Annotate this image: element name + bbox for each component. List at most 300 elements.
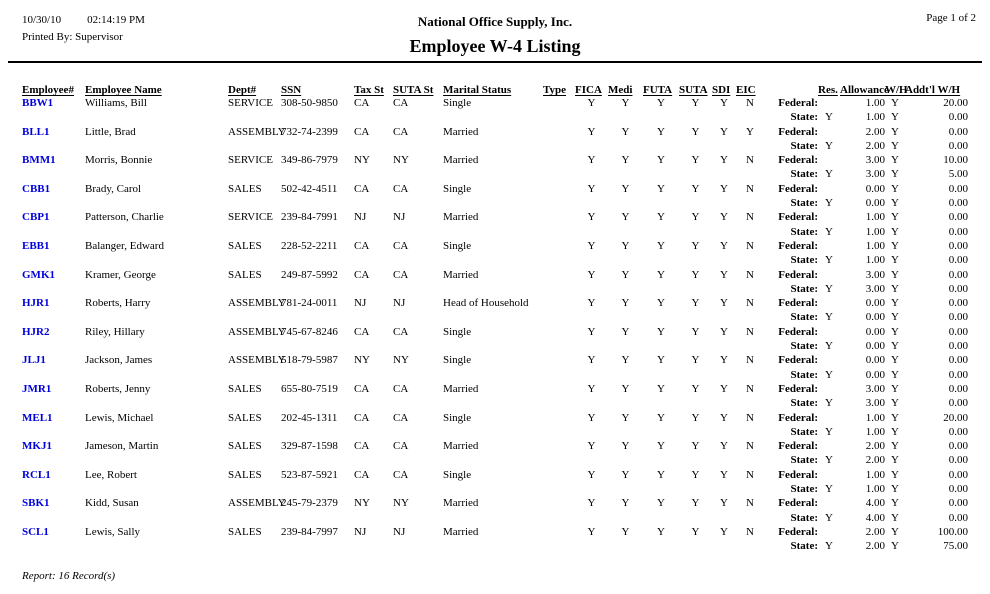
state-wh-flag: Y	[891, 397, 899, 410]
employee-state-row	[22, 368, 968, 382]
federal-addtl-wh: 0.00	[948, 468, 968, 481]
federal-label: Federal:	[778, 525, 818, 538]
print-time: 02:14:19 PM	[87, 14, 145, 26]
column-header: FICA	[575, 84, 602, 96]
employee-federal-row	[22, 268, 968, 282]
federal-wh-flag: Y	[891, 354, 899, 367]
dept-number: SALES	[228, 525, 262, 538]
state-allowance: 1.00	[865, 425, 885, 438]
sdi-flag: Y	[720, 497, 728, 510]
state-res: Y	[825, 397, 833, 410]
ssn: 518-79-5987	[281, 354, 338, 367]
federal-addtl-wh: 10.00	[943, 154, 968, 167]
federal-wh-flag: Y	[891, 382, 899, 395]
sdi-flag: Y	[720, 154, 728, 167]
state-wh-flag: Y	[891, 111, 899, 124]
state-row-spacer	[22, 253, 764, 267]
suta-flag: Y	[691, 382, 700, 395]
state-wh-flag: Y	[891, 368, 899, 381]
state-res: Y	[825, 454, 833, 467]
state-res: Y	[825, 483, 833, 496]
state-wh-flag: Y	[891, 311, 899, 324]
marital-status: Married	[443, 525, 479, 538]
state-addtl-wh: 0.00	[948, 254, 968, 267]
eic-flag: N	[746, 239, 754, 252]
employee-id-link[interactable]: GMK1	[22, 268, 55, 281]
fica-flag: Y	[587, 211, 596, 224]
state-row-spacer	[22, 139, 764, 153]
federal-wh-flag: Y	[891, 297, 899, 310]
futa-flag: Y	[657, 325, 665, 338]
type	[543, 125, 575, 139]
federal-res	[818, 382, 840, 396]
suta-state: CA	[393, 468, 409, 481]
suta-state: CA	[393, 182, 409, 195]
state-res: Y	[825, 540, 833, 553]
medi-flag: Y	[621, 525, 630, 538]
federal-wh-flag: Y	[891, 468, 899, 481]
state-allowance: 0.00	[865, 197, 885, 210]
futa-flag: Y	[657, 297, 665, 310]
state-addtl-wh: 0.00	[948, 368, 968, 381]
state-wh-flag: Y	[891, 483, 899, 496]
page-title: Employee W-4 Listing	[409, 36, 581, 56]
eic-flag: N	[746, 411, 754, 424]
employee-name: Jameson, Martin	[85, 440, 159, 453]
type	[543, 96, 575, 110]
state-wh-flag: Y	[891, 282, 899, 295]
medi-flag: Y	[621, 325, 630, 338]
state-addtl-wh: 0.00	[948, 282, 968, 295]
federal-label: Federal:	[778, 239, 818, 252]
futa-flag: Y	[657, 268, 665, 281]
column-header: Employee#	[22, 84, 74, 96]
marital-status: Single	[443, 239, 472, 252]
sdi-flag: Y	[720, 411, 728, 424]
employee-id-link[interactable]: BBW1	[22, 97, 54, 109]
type	[543, 268, 575, 282]
type	[543, 468, 575, 482]
tax-state: CA	[354, 268, 370, 281]
federal-allowance: 1.00	[865, 411, 885, 424]
federal-res	[818, 239, 840, 253]
futa-flag: Y	[657, 182, 665, 195]
marital-status: Married	[443, 211, 479, 224]
ssn: 502-42-4511	[281, 182, 338, 195]
ssn: 655-80-7519	[281, 382, 338, 395]
marital-status: Single	[443, 468, 472, 481]
suta-state: CA	[393, 97, 409, 109]
federal-addtl-wh: 0.00	[948, 325, 968, 338]
federal-wh-flag: Y	[891, 325, 899, 338]
federal-allowance: 2.00	[865, 525, 885, 538]
tax-state: CA	[354, 468, 370, 481]
federal-res	[818, 468, 840, 482]
federal-label: Federal:	[778, 182, 818, 195]
state-addtl-wh: 0.00	[948, 311, 968, 324]
state-label: State:	[790, 425, 818, 438]
employee-id-link[interactable]: CBP1	[22, 211, 50, 224]
employee-state-row	[22, 110, 968, 124]
fica-flag: Y	[587, 125, 596, 138]
federal-wh-flag: Y	[891, 211, 899, 224]
sdi-flag: Y	[720, 525, 728, 538]
medi-flag: Y	[621, 354, 630, 367]
medi-flag: Y	[621, 97, 630, 109]
federal-wh-flag: Y	[891, 154, 899, 167]
ssn: 239-84-7997	[281, 525, 338, 538]
employee-id-link[interactable]: MEL1	[22, 411, 53, 424]
type	[543, 525, 575, 539]
medi-flag: Y	[621, 125, 630, 138]
futa-flag: Y	[657, 211, 665, 224]
fica-flag: Y	[587, 440, 596, 453]
employee-federal-row	[22, 182, 968, 196]
suta-flag: Y	[691, 440, 700, 453]
suta-flag: Y	[691, 297, 700, 310]
employee-federal-row	[22, 411, 968, 425]
federal-wh-flag: Y	[891, 440, 899, 453]
eic-flag: N	[746, 440, 754, 453]
employee-id-link[interactable]: HJR2	[22, 325, 50, 338]
state-wh-flag: Y	[891, 340, 899, 353]
marital-status: Married	[443, 440, 479, 453]
column-header: Allowance	[840, 84, 889, 96]
state-addtl-wh: 0.00	[948, 425, 968, 438]
suta-flag: Y	[691, 268, 700, 281]
column-header: Medi	[608, 84, 633, 96]
dept-number: SALES	[228, 268, 262, 281]
employee-id-link[interactable]: CBB1	[22, 182, 51, 195]
federal-allowance: 3.00	[865, 154, 885, 167]
employee-id-link[interactable]: BMM1	[22, 154, 56, 167]
dept-number: ASSEMBLY	[228, 354, 286, 367]
sdi-flag: Y	[720, 440, 728, 453]
medi-flag: Y	[621, 182, 630, 195]
employee-state-row	[22, 167, 968, 181]
state-label: State:	[790, 282, 818, 295]
futa-flag: Y	[657, 440, 665, 453]
column-header: SUTA St	[393, 84, 434, 96]
state-res: Y	[825, 225, 833, 238]
suta-state: CA	[393, 125, 409, 138]
eic-flag: N	[746, 182, 754, 195]
federal-res	[818, 525, 840, 539]
state-row-spacer	[22, 339, 764, 353]
tax-state: CA	[354, 382, 370, 395]
employee-rows	[22, 96, 968, 554]
record-count-summary: Report: 16 Record(s)	[22, 570, 116, 582]
federal-addtl-wh: 0.00	[948, 182, 968, 195]
marital-status: Married	[443, 154, 479, 167]
employee-state-row	[22, 139, 968, 153]
sdi-flag: Y	[720, 268, 728, 281]
futa-flag: Y	[657, 97, 665, 109]
eic-flag: Y	[746, 125, 754, 138]
type	[543, 210, 575, 224]
suta-state: CA	[393, 325, 409, 338]
state-row-spacer	[22, 110, 764, 124]
federal-res	[818, 125, 840, 139]
state-addtl-wh: 0.00	[948, 454, 968, 467]
suta-flag: Y	[691, 325, 700, 338]
employee-id-link[interactable]: RCL1	[22, 468, 51, 481]
sdi-flag: Y	[720, 382, 728, 395]
futa-flag: Y	[657, 497, 665, 510]
futa-flag: Y	[657, 468, 665, 481]
report-header	[0, 14, 990, 57]
state-allowance: 1.00	[865, 483, 885, 496]
ssn: 228-52-2211	[281, 239, 338, 252]
federal-wh-flag: Y	[891, 125, 899, 138]
state-allowance: 0.00	[865, 368, 885, 381]
ssn: 329-87-1598	[281, 440, 338, 453]
fica-flag: Y	[587, 182, 596, 195]
employee-id-link[interactable]: SBK1	[22, 497, 50, 510]
state-label: State:	[790, 368, 818, 381]
state-label: State:	[790, 454, 818, 467]
suta-flag: Y	[691, 468, 700, 481]
state-wh-flag: Y	[891, 225, 899, 238]
medi-flag: Y	[621, 154, 630, 167]
eic-flag: N	[746, 211, 754, 224]
state-allowance: 2.00	[865, 454, 885, 467]
dept-number: ASSEMBLY	[228, 325, 286, 338]
suta-flag: Y	[691, 211, 700, 224]
state-wh-flag: Y	[891, 511, 899, 524]
futa-flag: Y	[657, 154, 665, 167]
employee-state-row	[22, 539, 968, 553]
fica-flag: Y	[587, 239, 596, 252]
state-label: State:	[790, 311, 818, 324]
futa-flag: Y	[657, 125, 665, 138]
federal-label: Federal:	[778, 468, 818, 481]
tax-state: CA	[354, 440, 370, 453]
ssn: 239-84-7991	[281, 211, 338, 224]
employee-id-link[interactable]: MKJ1	[22, 440, 52, 453]
suta-state: NY	[393, 154, 409, 167]
type	[543, 296, 575, 310]
employee-id-link[interactable]: HJR1	[22, 297, 50, 310]
ssn: 732-74-2399	[281, 125, 338, 138]
dept-number: SERVICE	[228, 211, 273, 224]
sdi-flag: Y	[720, 125, 728, 138]
dept-number: SALES	[228, 239, 262, 252]
employee-name: Williams, Bill	[85, 97, 147, 109]
state-res: Y	[825, 197, 833, 210]
type	[543, 496, 575, 510]
state-res: Y	[825, 425, 833, 438]
ssn: 781-24-0011	[281, 297, 338, 310]
federal-wh-flag: Y	[891, 239, 899, 252]
tax-state: NY	[354, 497, 370, 510]
futa-flag: Y	[657, 382, 665, 395]
ssn: 745-67-8246	[281, 325, 338, 338]
federal-allowance: 1.00	[865, 239, 885, 252]
column-header: Dept#	[228, 84, 257, 96]
fica-flag: Y	[587, 268, 596, 281]
federal-wh-flag: Y	[891, 497, 899, 510]
type	[543, 153, 575, 167]
employee-state-row	[22, 310, 968, 324]
futa-flag: Y	[657, 411, 665, 424]
suta-flag: Y	[691, 354, 700, 367]
sdi-flag: Y	[720, 97, 728, 109]
dept-number: SALES	[228, 411, 262, 424]
employee-name: Morris, Bonnie	[85, 154, 153, 167]
tax-state: CA	[354, 97, 370, 109]
employee-federal-row	[22, 125, 968, 139]
federal-allowance: 1.00	[865, 468, 885, 481]
tax-state: CA	[354, 125, 370, 138]
sdi-flag: Y	[720, 182, 728, 195]
state-addtl-wh: 0.00	[948, 197, 968, 210]
dept-number: ASSEMBLY	[228, 125, 286, 138]
fica-flag: Y	[587, 525, 596, 538]
federal-label: Federal:	[778, 440, 818, 453]
fica-flag: Y	[587, 382, 596, 395]
ssn: 249-87-5992	[281, 268, 338, 281]
state-wh-flag: Y	[891, 540, 899, 553]
tax-state: NY	[354, 154, 370, 167]
marital-status: Single	[443, 354, 472, 367]
federal-addtl-wh: 0.00	[948, 239, 968, 252]
state-addtl-wh: 0.00	[948, 139, 968, 152]
table-header-row	[22, 70, 968, 96]
state-addtl-wh: 0.00	[948, 483, 968, 496]
federal-res	[818, 496, 840, 510]
federal-label: Federal:	[778, 297, 818, 310]
federal-res	[818, 153, 840, 167]
state-res: Y	[825, 282, 833, 295]
employee-name: Jackson, James	[85, 354, 153, 367]
federal-res	[818, 411, 840, 425]
state-allowance: 0.00	[865, 340, 885, 353]
employee-state-row	[22, 511, 968, 525]
federal-res	[818, 439, 840, 453]
federal-allowance: 2.00	[865, 440, 885, 453]
column-header: SSN	[281, 84, 302, 96]
eic-flag: N	[746, 468, 754, 481]
federal-label: Federal:	[778, 268, 818, 281]
medi-flag: Y	[621, 411, 630, 424]
ssn: 308-50-9850	[281, 97, 338, 109]
tax-state: NJ	[354, 297, 367, 310]
suta-state: CA	[393, 268, 409, 281]
state-row-spacer	[22, 453, 764, 467]
column-header: FUTA	[643, 84, 673, 96]
employee-federal-row	[22, 325, 968, 339]
federal-label: Federal:	[778, 497, 818, 510]
state-wh-flag: Y	[891, 139, 899, 152]
state-allowance: 2.00	[865, 540, 885, 553]
employee-name: Riley, Hillary	[85, 325, 145, 338]
state-res: Y	[825, 254, 833, 267]
medi-flag: Y	[621, 440, 630, 453]
tax-state: NJ	[354, 525, 367, 538]
eic-flag: N	[746, 297, 754, 310]
state-row-spacer	[22, 482, 764, 496]
column-header	[764, 70, 818, 96]
employee-name: Lewis, Sally	[85, 525, 140, 538]
state-label: State:	[790, 139, 818, 152]
sdi-flag: Y	[720, 468, 728, 481]
employee-id-link[interactable]: EBB1	[22, 239, 50, 252]
employee-federal-row	[22, 153, 968, 167]
federal-res	[818, 96, 840, 110]
federal-allowance: 0.00	[865, 325, 885, 338]
employee-id-link[interactable]: JMR1	[22, 382, 52, 395]
employee-id-link[interactable]: JLJ1	[22, 354, 46, 367]
employee-state-row	[22, 282, 968, 296]
state-allowance: 1.00	[865, 111, 885, 124]
federal-res	[818, 353, 840, 367]
marital-status: Single	[443, 182, 472, 195]
employee-federal-row	[22, 239, 968, 253]
state-allowance: 1.00	[865, 225, 885, 238]
column-header: Employee Name	[85, 84, 162, 96]
state-label: State:	[790, 540, 818, 553]
state-allowance: 3.00	[865, 282, 885, 295]
tax-state: CA	[354, 182, 370, 195]
employee-state-row	[22, 453, 968, 467]
federal-label: Federal:	[778, 325, 818, 338]
employee-id-link[interactable]: BLL1	[22, 125, 50, 138]
employee-name: Little, Brad	[85, 125, 136, 138]
federal-addtl-wh: 20.00	[943, 411, 968, 424]
suta-flag: Y	[691, 125, 700, 138]
employee-name: Patterson, Charlie	[85, 211, 164, 224]
federal-addtl-wh: 0.00	[948, 211, 968, 224]
futa-flag: Y	[657, 354, 665, 367]
state-wh-flag: Y	[891, 197, 899, 210]
state-label: State:	[790, 225, 818, 238]
marital-status: Single	[443, 97, 472, 109]
column-header: W/H	[885, 84, 908, 96]
state-row-spacer	[22, 310, 764, 324]
futa-flag: Y	[657, 239, 665, 252]
federal-wh-flag: Y	[891, 268, 899, 281]
ssn: 245-79-2379	[281, 497, 338, 510]
dept-number: ASSEMBLY	[228, 297, 286, 310]
employee-state-row	[22, 396, 968, 410]
eic-flag: N	[746, 354, 754, 367]
federal-allowance: 1.00	[865, 97, 885, 109]
employee-id-link[interactable]: SCL1	[22, 525, 49, 538]
employee-state-row	[22, 196, 968, 210]
federal-label: Federal:	[778, 211, 818, 224]
state-wh-flag: Y	[891, 454, 899, 467]
federal-label: Federal:	[778, 411, 818, 424]
employee-federal-row	[22, 353, 968, 367]
eic-flag: N	[746, 382, 754, 395]
eic-flag: N	[746, 497, 754, 510]
sdi-flag: Y	[720, 211, 728, 224]
state-row-spacer	[22, 511, 764, 525]
state-allowance: 4.00	[865, 511, 885, 524]
federal-wh-flag: Y	[891, 411, 899, 424]
federal-res	[818, 296, 840, 310]
dept-number: SALES	[228, 440, 262, 453]
column-header: SUTA	[679, 84, 708, 96]
federal-wh-flag: Y	[891, 97, 899, 109]
fica-flag: Y	[587, 411, 596, 424]
employee-name: Kidd, Susan	[85, 497, 139, 510]
column-header: Type	[543, 84, 567, 96]
sdi-flag: Y	[720, 297, 728, 310]
type	[543, 182, 575, 196]
suta-flag: Y	[691, 154, 700, 167]
